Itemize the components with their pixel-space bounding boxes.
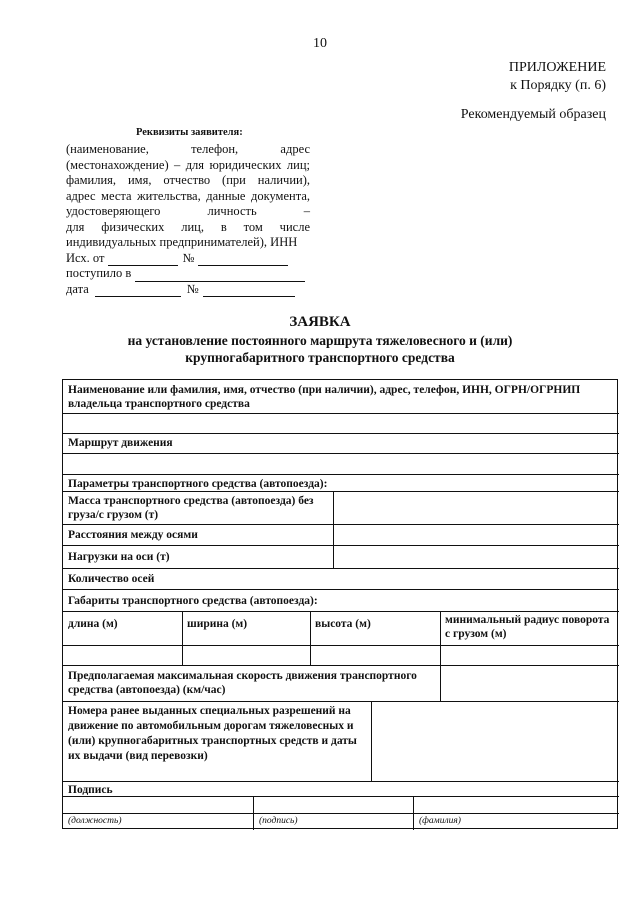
surname-caption: (фамилия): [419, 816, 461, 826]
owner-label: Наименование или фамилия, имя, отчество (при наличии), адрес, телефон, ИНН, ОГРН/ОГРНИП владельца транспортного средства: [68, 384, 581, 410]
speed-label: Предполагаемая максимальная скорость движения транспортного средства (автопоезда) (км/час): [68, 670, 417, 696]
column-divider: [333, 491, 334, 568]
position-caption: (должность): [68, 816, 122, 826]
received-prefix: поступило в: [66, 266, 132, 280]
row-divider: [63, 589, 619, 590]
date-line: [66, 282, 310, 298]
width-label: ширина (м): [187, 618, 248, 630]
route-label: Маршрут движения: [68, 437, 173, 449]
mass-input-cell[interactable]: [336, 493, 617, 523]
surname-input-cell[interactable]: [415, 798, 617, 812]
outgoing-number-sign: №: [182, 250, 195, 265]
document-title: ЗАЯВКА: [289, 314, 351, 330]
row-divider: [63, 474, 619, 475]
outgoing-date-field[interactable]: [108, 254, 178, 266]
axle-distance-label: Расстояния между осями: [68, 529, 198, 541]
requisites-block: [66, 142, 310, 297]
date-number-field[interactable]: [203, 285, 295, 297]
requisites-line: индивидуальных предпринимателей), ИНН: [66, 235, 298, 249]
axle-load-input-cell[interactable]: [336, 547, 617, 567]
date-prefix: дата: [66, 281, 89, 296]
position-input-cell[interactable]: [65, 798, 252, 812]
permits-label: Номера ранее выданных специальных разрешений на движение по автомобильным дорогам тяжеловесных и (или) крупногабаритных транспортных средств и даты их выдачи (вид перевозки): [68, 705, 357, 762]
row-divider: [63, 781, 619, 782]
row-divider: [63, 433, 619, 434]
height-label: высота (м): [315, 618, 371, 630]
date-number-sign: №: [186, 281, 199, 296]
axle-load-label: Нагрузки на оси (т): [68, 551, 170, 563]
length-input-cell[interactable]: [65, 647, 181, 664]
axle-distance-input-cell[interactable]: [336, 526, 617, 544]
requisites-line: (местонахождение) – для юридических лиц;: [66, 157, 310, 172]
radius-speed-input-cell[interactable]: [442, 647, 617, 700]
signature-label: Подпись: [68, 784, 113, 796]
received-line: [66, 266, 310, 282]
appendix-reference: к Порядку (п. 6): [510, 78, 606, 93]
width-input-cell[interactable]: [184, 647, 309, 664]
height-input-cell[interactable]: [312, 647, 439, 664]
outgoing-line: [66, 251, 310, 267]
application-form-table: [62, 379, 618, 829]
requisites-line: (наименование, телефон, адрес: [66, 142, 310, 156]
appendix-title: ПРИЛОЖЕНИЕ: [508, 60, 606, 75]
params-label: Параметры транспортного средства (автопоезда):: [68, 478, 328, 490]
signature-input-cell[interactable]: [255, 798, 412, 812]
requisites-line: для физических лиц, в том числе: [66, 219, 310, 234]
date-field[interactable]: [95, 285, 181, 297]
route-input-cell[interactable]: [65, 455, 617, 473]
document-subtitle: на установление постоянного маршрута тяжеловесного и (или) крупногабаритного транспортного средства: [127, 333, 513, 365]
requisites-line: фамилия, имя, отчество (при наличии),: [66, 173, 310, 187]
requisites-line: адрес места жительства, данные документа,: [66, 188, 310, 203]
requisites-heading: Реквизиты заявителя:: [136, 127, 243, 138]
outgoing-prefix: Исх. от: [66, 250, 105, 265]
mass-label: Масса транспортного средства (автопоезда) без груза/с грузом (т): [68, 495, 314, 521]
received-field[interactable]: [135, 270, 305, 282]
signature-caption: (подпись): [259, 816, 298, 826]
page-number: 10: [313, 36, 327, 51]
owner-input-cell[interactable]: [65, 415, 617, 432]
sample-note: Рекомендуемый образец: [460, 107, 606, 122]
requisites-line: удостоверяющего личность –: [66, 204, 310, 218]
length-label: длина (м): [68, 618, 118, 630]
outgoing-number-field[interactable]: [198, 254, 288, 266]
row-divider: [63, 813, 619, 814]
permits-input-cell[interactable]: [373, 703, 617, 780]
turning-radius-label: минимальный радиус поворота с грузом (м): [445, 614, 610, 640]
dimensions-label: Габариты транспортного средства (автопоезда):: [68, 595, 318, 607]
axle-count-label: Количество осей: [68, 573, 155, 585]
row-divider: [63, 568, 619, 569]
